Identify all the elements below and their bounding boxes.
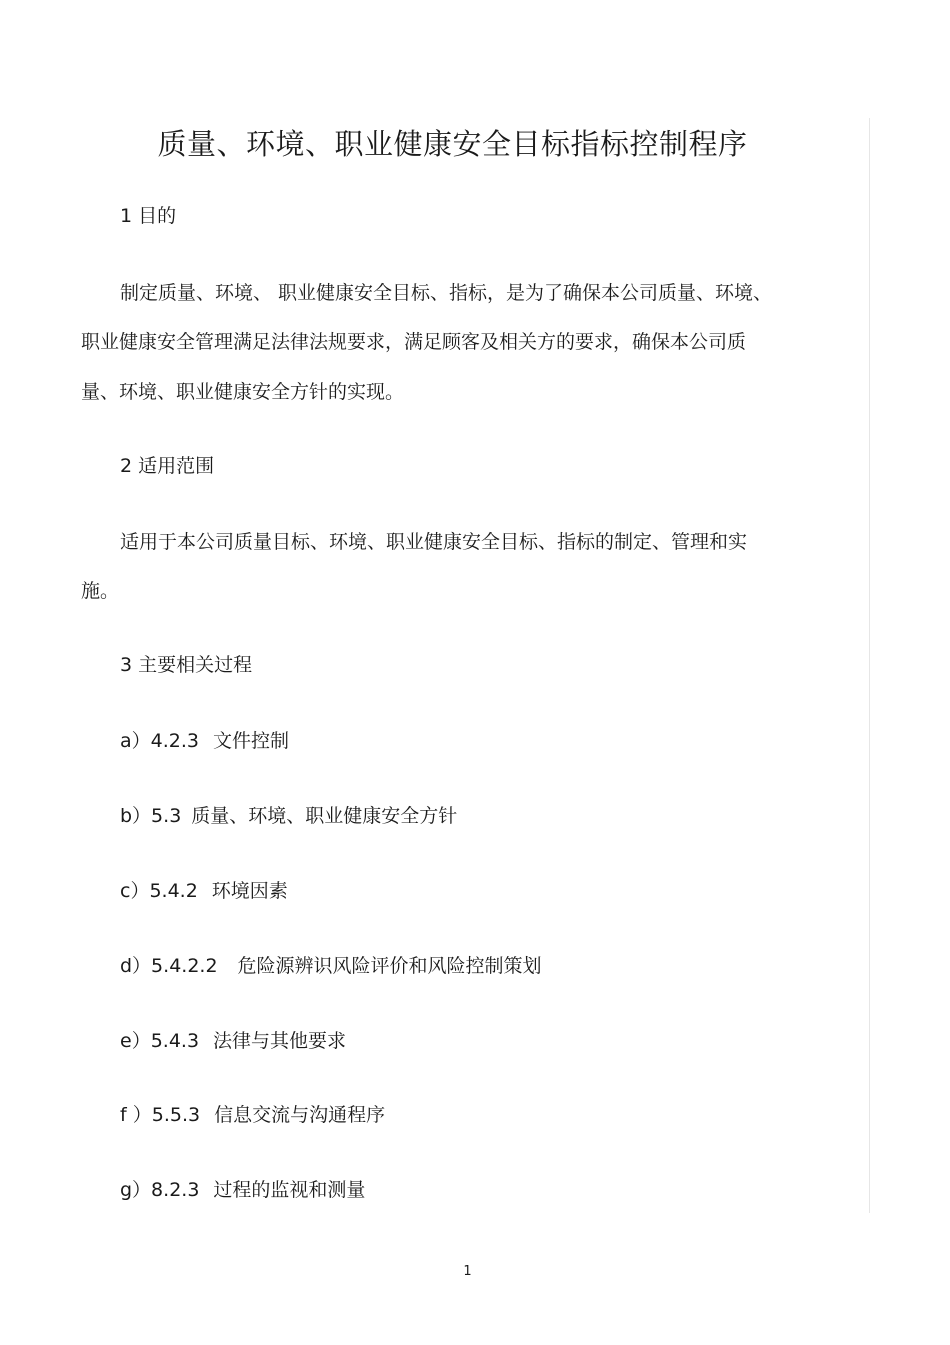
page-edge-rule [869,118,870,1213]
list-item [120,1175,365,1205]
section-2-paragraph-line-1: 适用于本公司质量目标、环境、职业健康安全目标、指标的制定、管理和实 [120,531,748,553]
list-item-text: 信息交流与沟通程序 [214,1104,386,1126]
list-item-code: c）5.4.2 [120,880,198,902]
list-item [120,1026,346,1056]
list-item [120,801,457,831]
list-item-code: f ）5.5.3 [120,1104,201,1126]
section-1-paragraph-line-3: 量、环境、职业健康安全方针的实现。 [81,381,405,403]
page-number: 1 [463,1264,472,1279]
list-item-text: 法律与其他要求 [213,1030,347,1052]
list-item-code: a）4.2.3 [120,730,199,752]
section-1-paragraph-line-2: 职业健康安全管理满足法律法规要求，满足顾客及相关方的要求，确保本公司质 [81,331,747,353]
list-item [120,951,542,981]
list-item-code: e）5.4.3 [120,1030,200,1052]
list-item-code: b）5.3 [120,805,182,827]
list-item-text: 过程的监视和测量 [213,1179,366,1201]
section-2-heading: 2 适用范围 [120,455,215,477]
list-item [120,726,289,756]
list-item-code: d）5.4.2.2 [120,955,218,977]
list-item [120,1100,385,1130]
list-item-text: 质量、环境、职业健康安全方针 [191,805,458,827]
section-2-paragraph-line-2: 施。 [81,580,120,602]
list-item [120,876,288,906]
list-item-text: 危险源辨识风险评价和风险控制策划 [237,955,542,977]
section-1-paragraph-line-1: 制定质量、环境、 职业健康安全目标、指标，是为了确保本公司质量、环境、 [120,282,773,304]
document-title: 质量、环境、职业健康安全目标指标控制程序 [157,127,748,161]
list-item-code: g）8.2.3 [120,1179,200,1201]
section-3-heading: 3 主要相关过程 [120,654,253,676]
section-1-heading: 1 目的 [120,205,177,227]
list-item-text: 环境因素 [211,880,288,902]
list-item-text: 文件控制 [213,730,290,752]
